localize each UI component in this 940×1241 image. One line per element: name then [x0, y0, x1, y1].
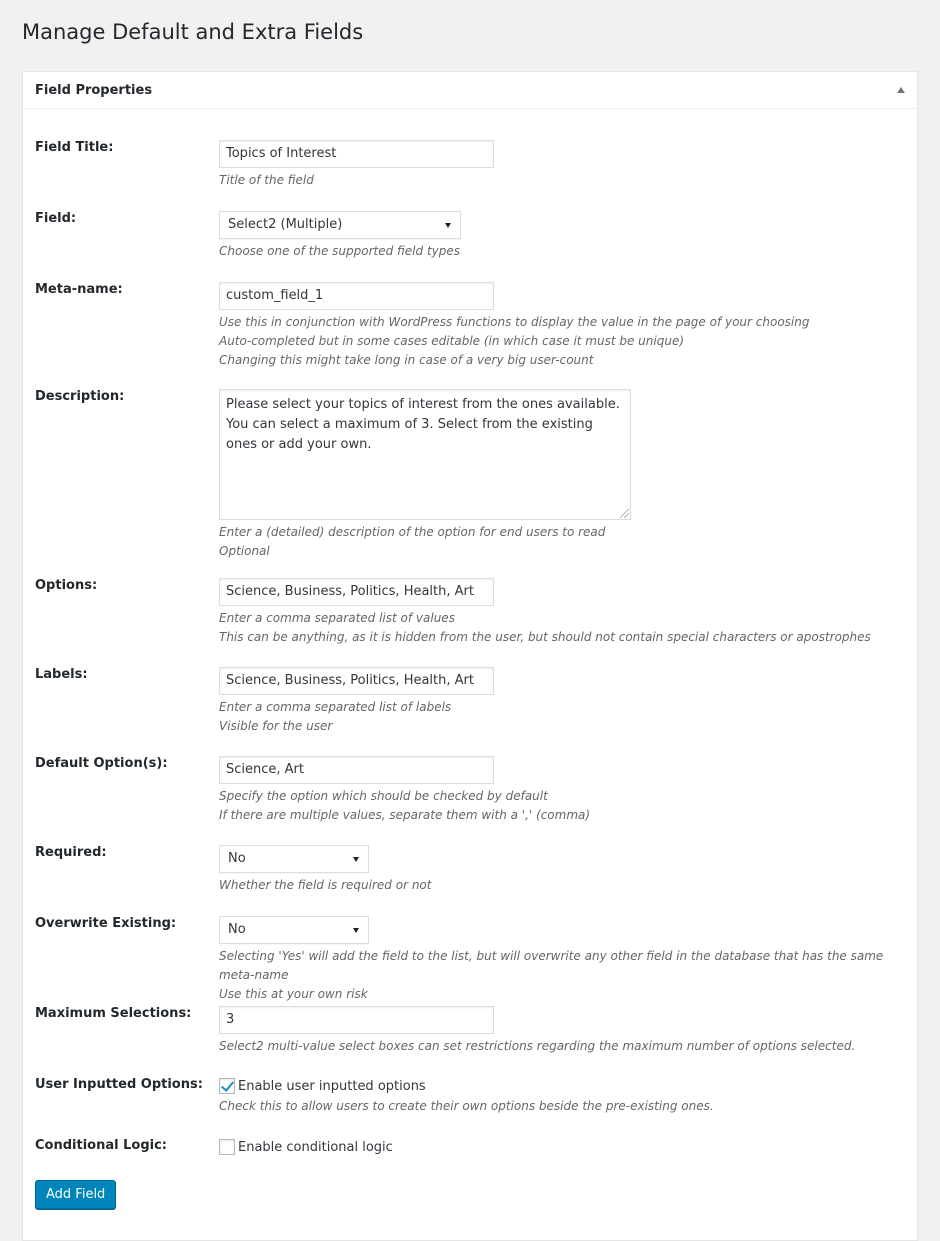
required-help: Whether the field is required or not [219, 878, 432, 892]
description-help-1: Enter a (detailed) description of the option for end users to read [219, 525, 606, 539]
conditional-logic-label: Conditional Logic: [35, 1138, 167, 1153]
options-input[interactable]: Science, Business, Politics, Health, Art [219, 578, 494, 606]
options-label: Options: [35, 578, 98, 593]
conditional-logic-toggle[interactable] [219, 1138, 393, 1156]
description-label: Description: [35, 389, 125, 404]
field-type-help: Choose one of the supported field types [219, 244, 460, 258]
overwrite-existing-select[interactable] [219, 916, 369, 944]
required-value: No [228, 851, 246, 866]
field-properties-panel [22, 71, 918, 1241]
field-type-value: Select2 (Multiple) [228, 217, 343, 232]
chevron-down-icon [445, 223, 451, 228]
field-title-label: Field Title: [35, 140, 114, 155]
options-help-1: Enter a comma separated list of values [219, 611, 455, 625]
overwrite-existing-help-2: Use this at your own risk [219, 987, 368, 1001]
page-title: Manage Default and Extra Fields [22, 20, 364, 44]
options-help-2: This can be anything, as it is hidden from the user, but should not contain special characters or apostrophes [219, 630, 871, 644]
user-inputted-options-toggle[interactable] [219, 1077, 714, 1095]
description-text: Please select your topics of interest from the ones available. You can select a maximum of 3. Select from the existing ones or add your own. [226, 397, 620, 452]
default-options-label: Default Option(s): [35, 756, 168, 771]
panel-title: Field Properties [35, 83, 153, 98]
meta-name-label: Meta-name: [35, 282, 123, 297]
meta-name-help-3: Changing this might take long in case of a very big user-count [219, 353, 594, 367]
default-options-help-2: If there are multiple values, separate them with a ',' (comma) [219, 808, 591, 822]
overwrite-existing-help-1: Selecting 'Yes' will add the field to the list, but will overwrite any other field in the database that has the same meta-name [219, 949, 884, 982]
field-type-select[interactable] [219, 211, 461, 239]
labels-input[interactable]: Science, Business, Politics, Health, Art [219, 667, 494, 695]
maximum-selections-input[interactable]: 3 [219, 1006, 494, 1034]
required-select[interactable] [219, 845, 369, 873]
panel-header[interactable] [23, 72, 917, 109]
user-inputted-options-checkbox[interactable] [219, 1078, 235, 1094]
field-title-input[interactable]: Topics of Interest [219, 140, 494, 168]
description-help-2: Optional [219, 544, 270, 558]
chevron-down-icon [353, 928, 359, 933]
add-field-button[interactable]: Add Field [35, 1180, 116, 1209]
collapse-arrow-icon[interactable] [897, 87, 905, 93]
meta-name-input[interactable]: custom_field_1 [219, 282, 494, 310]
conditional-logic-checkbox[interactable] [219, 1139, 235, 1155]
user-inputted-options-checkbox-label[interactable]: Enable user inputted options [238, 1078, 426, 1094]
labels-label: Labels: [35, 667, 88, 682]
overwrite-existing-label: Overwrite Existing: [35, 916, 177, 931]
description-textarea[interactable] [219, 389, 631, 520]
meta-name-help-1: Use this in conjunction with WordPress functions to display the value in the page of your choosing [219, 315, 810, 329]
chevron-down-icon [353, 857, 359, 862]
field-type-label: Field: [35, 211, 77, 226]
conditional-logic-checkbox-label[interactable]: Enable conditional logic [238, 1139, 393, 1155]
labels-help-2: Visible for the user [219, 719, 333, 733]
labels-help-1: Enter a comma separated list of labels [219, 700, 452, 714]
user-inputted-options-help: Check this to allow users to create their own options beside the pre-existing ones. [219, 1099, 714, 1113]
field-title-help: Title of the field [219, 173, 314, 187]
user-inputted-options-label: User Inputted Options: [35, 1077, 203, 1092]
required-label: Required: [35, 845, 107, 860]
meta-name-help-2: Auto-completed but in some cases editable (in which case it must be unique) [219, 334, 685, 348]
default-options-help-1: Specify the option which should be checked by default [219, 789, 548, 803]
resize-handle-icon[interactable] [620, 509, 629, 518]
default-options-input[interactable]: Science, Art [219, 756, 494, 784]
maximum-selections-help: Select2 multi-value select boxes can set restrictions regarding the maximum number of options selected. [219, 1039, 856, 1053]
maximum-selections-label: Maximum Selections: [35, 1006, 192, 1021]
overwrite-existing-value: No [228, 922, 246, 937]
